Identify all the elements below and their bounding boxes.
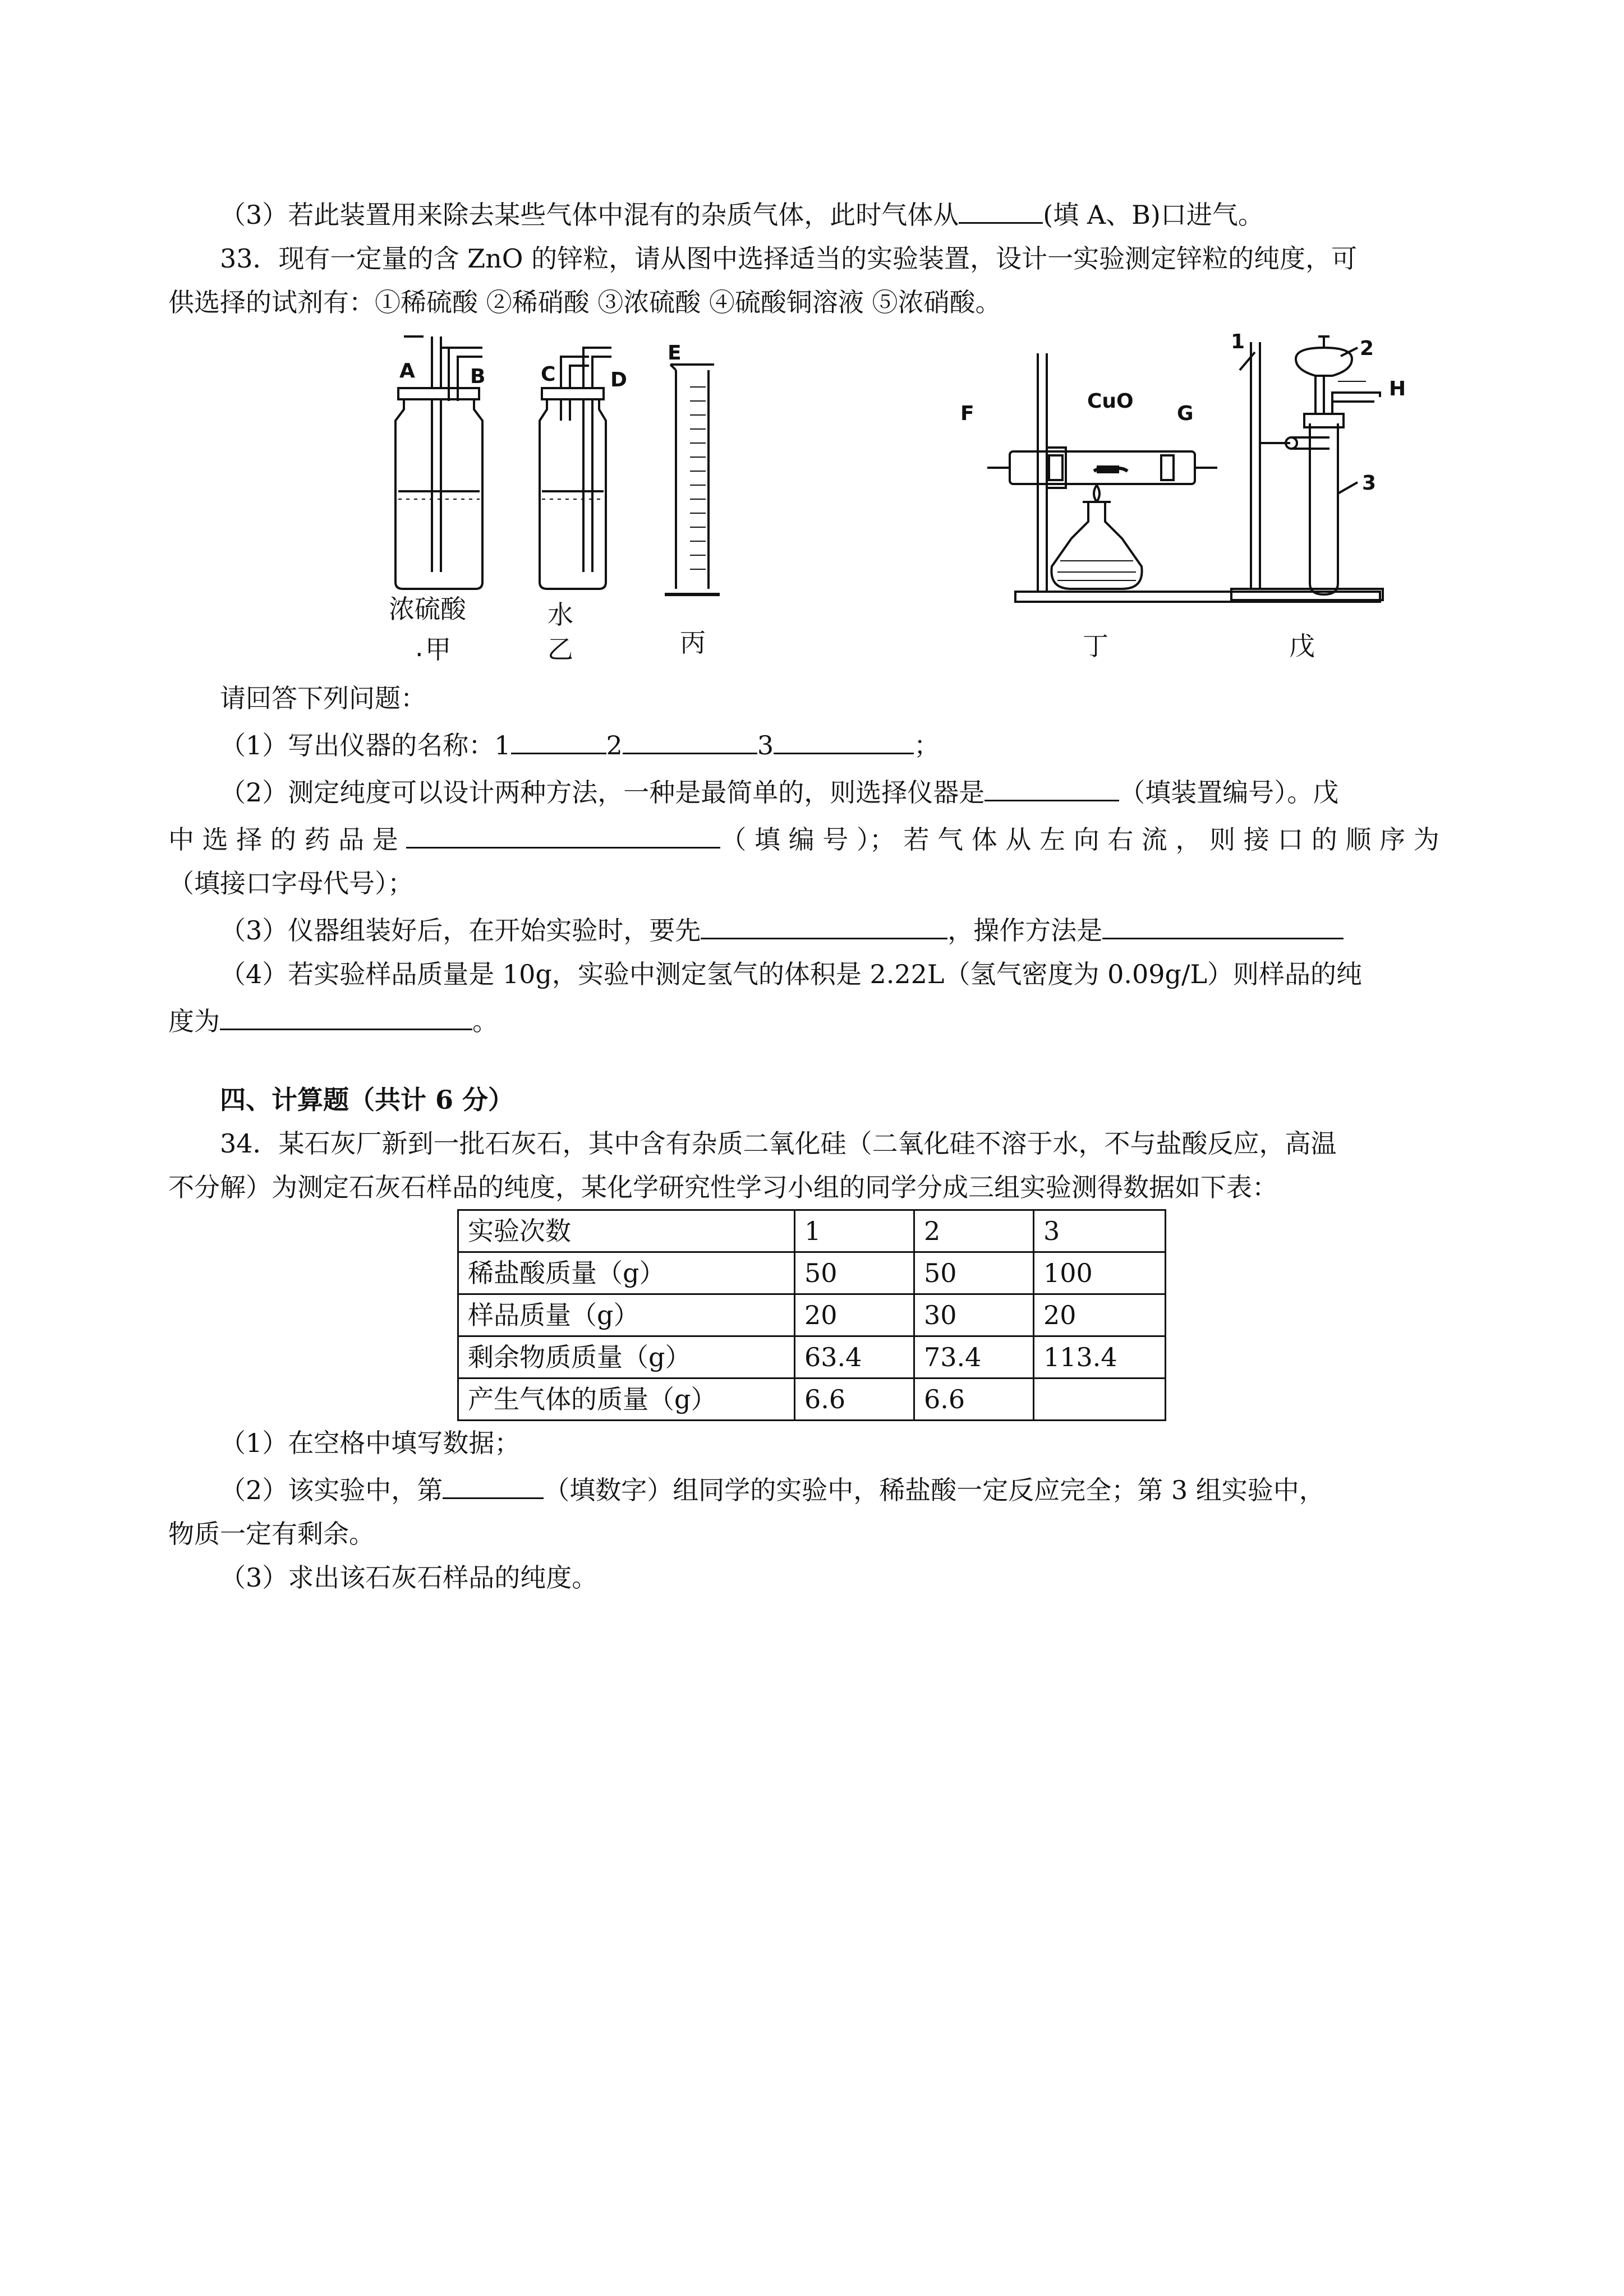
table-cell: 20 — [1034, 1294, 1166, 1336]
table-cell: 113.4 — [1034, 1336, 1166, 1378]
q33-part2-line2: 中 选 择 的 药 品 是 （ 填 编 号 ）； 若 气 体 从 左 向 右 流 ， 则 接 口 的 顺 序 为 — [168, 814, 1456, 861]
answer-blank[interactable] — [959, 190, 1043, 224]
port-label-a: A — [399, 359, 415, 382]
table-cell: 30 — [914, 1294, 1034, 1336]
caption-jia-dot: . — [415, 632, 424, 662]
label-cuo: CuO — [1087, 390, 1134, 413]
q33-intro-line1: 33．现有一定量的含 ZnO 的锌粒，请从图中选择适当的实验装置，设计一实验测定锌粒的纯度，可 — [220, 243, 1358, 274]
q34-part2-line2: 物质一定有剩余。 — [168, 1519, 375, 1549]
table-cell: 产生气体的质量（g） — [458, 1378, 795, 1421]
q34-part1: （1）在空格中填写数据； — [220, 1428, 521, 1458]
experiment-table — [457, 1209, 1166, 1421]
exam-page — [168, 190, 1456, 1599]
table-header-cell: 2 — [914, 1210, 1034, 1252]
port-label-c: C — [541, 363, 556, 386]
table-cell: 6.6 — [795, 1378, 914, 1421]
apparatus-figure — [168, 325, 1456, 673]
caption-jia: 甲 — [425, 634, 451, 665]
q34-intro-line1: 34．某石灰厂新到一批石灰石，其中含有杂质二氧化硅（二氧化硅不溶于水，不与盐酸反应，高温 — [220, 1128, 1337, 1159]
section-heading: 四、计算题（共计 6 分） — [220, 1085, 514, 1115]
table-cell: 剩余物质质量（g） — [458, 1336, 795, 1378]
apparatus-drawing — [168, 325, 1456, 673]
answer-blank[interactable] — [701, 905, 947, 939]
answer-blank[interactable] — [443, 1465, 544, 1499]
q33-intro-line2: 供选择的试剂有：①稀硫酸 ②稀硝酸 ③浓硫酸 ④硫酸铜溶液 ⑤浓硝酸。 — [168, 287, 1001, 317]
caption-bing: 丙 — [680, 628, 706, 658]
table-cell: 100 — [1034, 1252, 1166, 1294]
table-cell: 50 — [795, 1252, 914, 1294]
q33-part4-line2: 度为 。 — [168, 996, 1456, 1043]
q33-part2-line3: （填接口字母代号）； — [168, 868, 413, 898]
table-header-cell: 1 — [795, 1210, 914, 1252]
q33-part4-line1: （4）若实验样品质量是 10g，实验中测定氢气的体积是 2.22L（氢气密度为 0.09g/L）则样品的纯 — [220, 959, 1362, 989]
table-cell: 20 — [795, 1294, 914, 1336]
table-cell: 样品质量（g） — [458, 1294, 795, 1336]
table-cell: 6.6 — [914, 1378, 1034, 1421]
label-1: 1 — [1231, 330, 1245, 353]
caption-jia-reagent: 浓硫酸 — [389, 594, 466, 624]
table-row — [458, 1294, 1166, 1336]
table-header-cell: 实验次数 — [458, 1210, 795, 1252]
q33-part3: （3）仪器组装好后，在开始实验时，要先 ，操作方法是 — [168, 905, 1456, 952]
port-label-b: B — [470, 365, 486, 388]
caption-yi: 乙 — [548, 634, 573, 665]
q34-part2-line1: （2）该实验中，第 （填数字）组同学的实验中，稀盐酸一定反应完全；第 3 组实验中， — [168, 1465, 1456, 1512]
q32-part3: （3）若此装置用来除去某些气体中混有的杂质气体，此时气体从 (填 A、B)口进气。 — [168, 190, 1456, 237]
table-row — [458, 1252, 1166, 1294]
q33-prompt: 请回答下列问题： — [220, 683, 426, 713]
table-row — [458, 1378, 1166, 1421]
label-3: 3 — [1362, 472, 1377, 495]
table-cell: 63.4 — [795, 1336, 914, 1378]
answer-blank[interactable] — [406, 814, 720, 849]
cuo-sample — [1097, 465, 1119, 473]
answer-blank[interactable] — [623, 720, 757, 754]
tube-furnace-ding — [987, 353, 1380, 602]
q34-intro-line2: 不分解）为测定石灰石样品的纯度，某化学研究性学习小组的同学分成三组实验测得数据如下表： — [168, 1172, 1278, 1202]
answer-blank[interactable] — [774, 720, 914, 754]
port-label-g: G — [1177, 402, 1194, 425]
answer-blank[interactable] — [220, 996, 472, 1030]
table-row — [458, 1336, 1166, 1378]
table-header-cell: 3 — [1034, 1210, 1166, 1252]
table-cell: 50 — [914, 1252, 1034, 1294]
caption-yi-reagent: 水 — [548, 600, 573, 630]
port-label-f: F — [960, 402, 974, 425]
table-cell: 稀盐酸质量（g） — [458, 1252, 795, 1294]
answer-blank[interactable] — [511, 720, 606, 754]
caption-wu: 戊 — [1289, 631, 1315, 661]
table-header-row — [458, 1210, 1166, 1252]
q33-part2-line1: （2）测定纯度可以设计两种方法，一种是最简单的，则选择仪器是 （填装置编号）。戊 — [168, 767, 1456, 814]
label-e: E — [668, 342, 682, 365]
port-label-h: H — [1389, 377, 1406, 400]
answer-blank[interactable] — [1102, 905, 1344, 939]
q33-part1: （1）写出仪器的名称：1 2 3 ； — [168, 720, 1456, 767]
port-label-d: D — [610, 368, 627, 391]
gas-generator-wu — [1231, 336, 1383, 600]
measuring-cylinder-bing — [665, 365, 720, 594]
q34-part3: （3）求出该石灰石样品的纯度。 — [220, 1562, 598, 1593]
answer-blank[interactable] — [984, 767, 1119, 801]
table-cell: 73.4 — [914, 1336, 1034, 1378]
answer-cell[interactable] — [1034, 1378, 1166, 1421]
label-2: 2 — [1360, 337, 1374, 360]
caption-ding: 丁 — [1083, 631, 1108, 661]
